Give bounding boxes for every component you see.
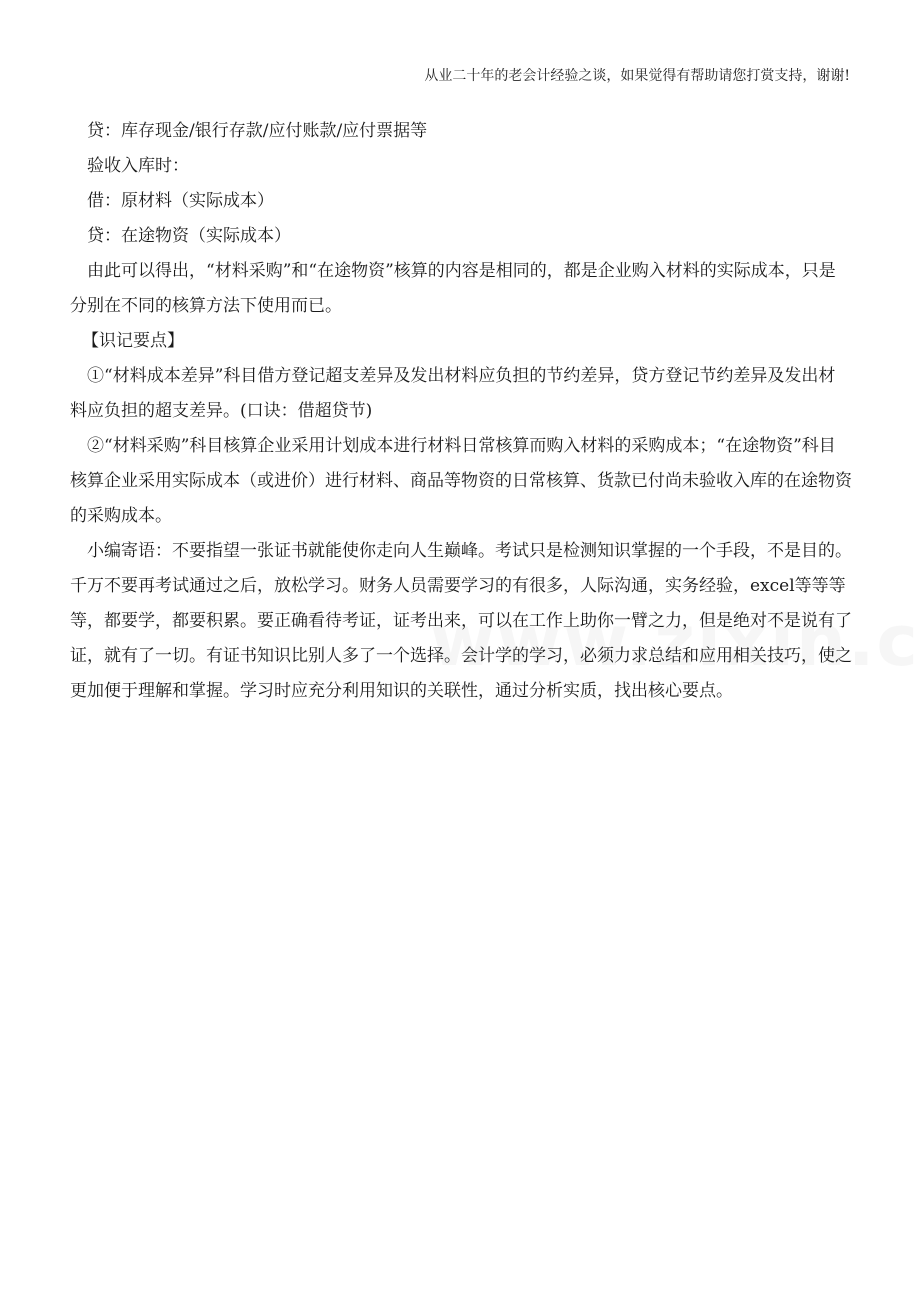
paragraph-acceptance: 验收入库时： (87, 156, 189, 176)
header-note: 从业二十年的老会计经验之谈，如果觉得有帮助请您打赏支持，谢谢! (424, 68, 850, 84)
paragraph-credit-cash: 贷：库存现金/银行存款/应付账款/应付票据等 (87, 121, 428, 141)
paragraph-debit-materials: 借：原材料（实际成本） (87, 191, 274, 211)
paragraph-credit-in-transit: 贷：在途物资（实际成本） (87, 226, 291, 246)
watermark-text (430, 600, 920, 682)
paragraph-editor-note: 小编寄语：不要指望一张证书就能使你走向人生巅峰。考试只是检测知识掌握的一个手段，不是目的。千万不要再考试通过之后，放松学习。财务人员需要学习的有很多，人际沟通，实务经验，excel等等等等，都要学，都要积累。要正确看待考证，证考出来，可以在工作上助你一臂之力，但是绝对不是说有了证，就有了一切。有证书知识比别人多了一个选择。会计学的学习，必须力求总结和应用相关技巧，使之更加便于理解和掌握。学习时应充分利用知识的关联性，通过分析实质，找出核心要点。 (70, 541, 852, 701)
paragraph-key-point-2: ②“材料采购”科目核算企业采用计划成本进行材料日常核算而购入材料的采购成本；“在途物资”科目核算企业采用实际成本（或进价）进行材料、商品等物资的日常核算、货款已付尚未验收入库的在途物资的采购成本。 (70, 436, 852, 526)
paragraph-key-point-1: ①“材料成本差异”科目借方登记超支差异及发出材料应负担的节约差异，贷方登记节约差异及发出材料应负担的超支差异。(口诀：借超贷节) (70, 366, 836, 421)
section-heading-key-points: 【识记要点】 (82, 331, 184, 351)
paragraph-conclusion: 由此可以得出，“材料采购”和“在途物资”核算的内容是相同的，都是企业购入材料的实际成本，只是分别在不同的核算方法下使用而已。 (70, 261, 836, 316)
